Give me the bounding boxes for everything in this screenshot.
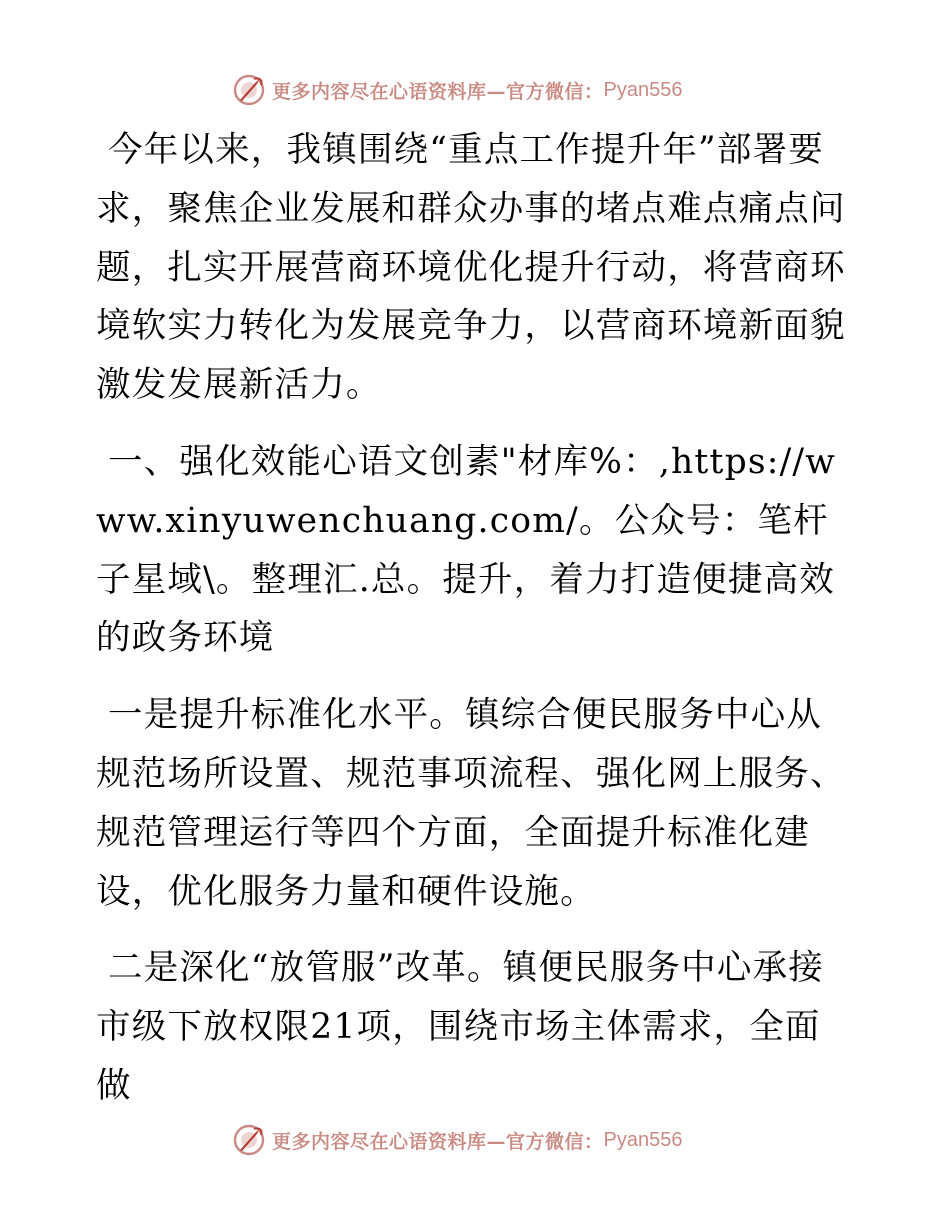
paragraph xyxy=(96,939,856,1115)
paragraph-text: 一、强化效能心语文创素"材库%：,https://www.xinyuwenchuang.com/。公众号：笔杆子星域\。整理汇.总。提升，着力打造便捷高效的政务环境 xyxy=(96,441,836,659)
watermark-wechat-id: Pyan556 xyxy=(603,1128,683,1151)
header-watermark xyxy=(232,72,712,108)
watermark-text: 更多内容尽在心语资料库—官方微信： xyxy=(272,1130,604,1153)
paragraph-text: 一是提升标准化水平。镇综合便民服务中心从规范场所设置、规范事项流程、强化网上服务、规范管理运行等四个方面，全面提升标准化建设，优化服务力量和硬件设施。 xyxy=(96,695,846,912)
quill-logo-icon xyxy=(232,73,266,107)
paragraph-text: 今年以来，我镇围绕“重点工作提升年”部署要求，聚焦企业发展和群众办事的堵点难点痛点问题，扎实开展营商环境优化提升行动，将营商环境软实力转化为发展竞争力，以营商环境新面貌激发发展新活力。 xyxy=(96,130,846,406)
paragraph xyxy=(96,121,856,415)
paragraph xyxy=(96,433,856,668)
quill-logo-icon xyxy=(232,1123,266,1157)
footer-watermark xyxy=(232,1122,712,1158)
paragraph-text: 二是深化“放管服”改革。镇便民服务中心承接市级下放权限21项，围绕市场主体需求，全面做 xyxy=(96,948,824,1106)
paragraph xyxy=(96,686,856,921)
body-content xyxy=(96,121,856,1134)
watermark-wechat-id: Pyan556 xyxy=(603,78,683,101)
watermark-text: 更多内容尽在心语资料库—官方微信： xyxy=(272,80,604,103)
